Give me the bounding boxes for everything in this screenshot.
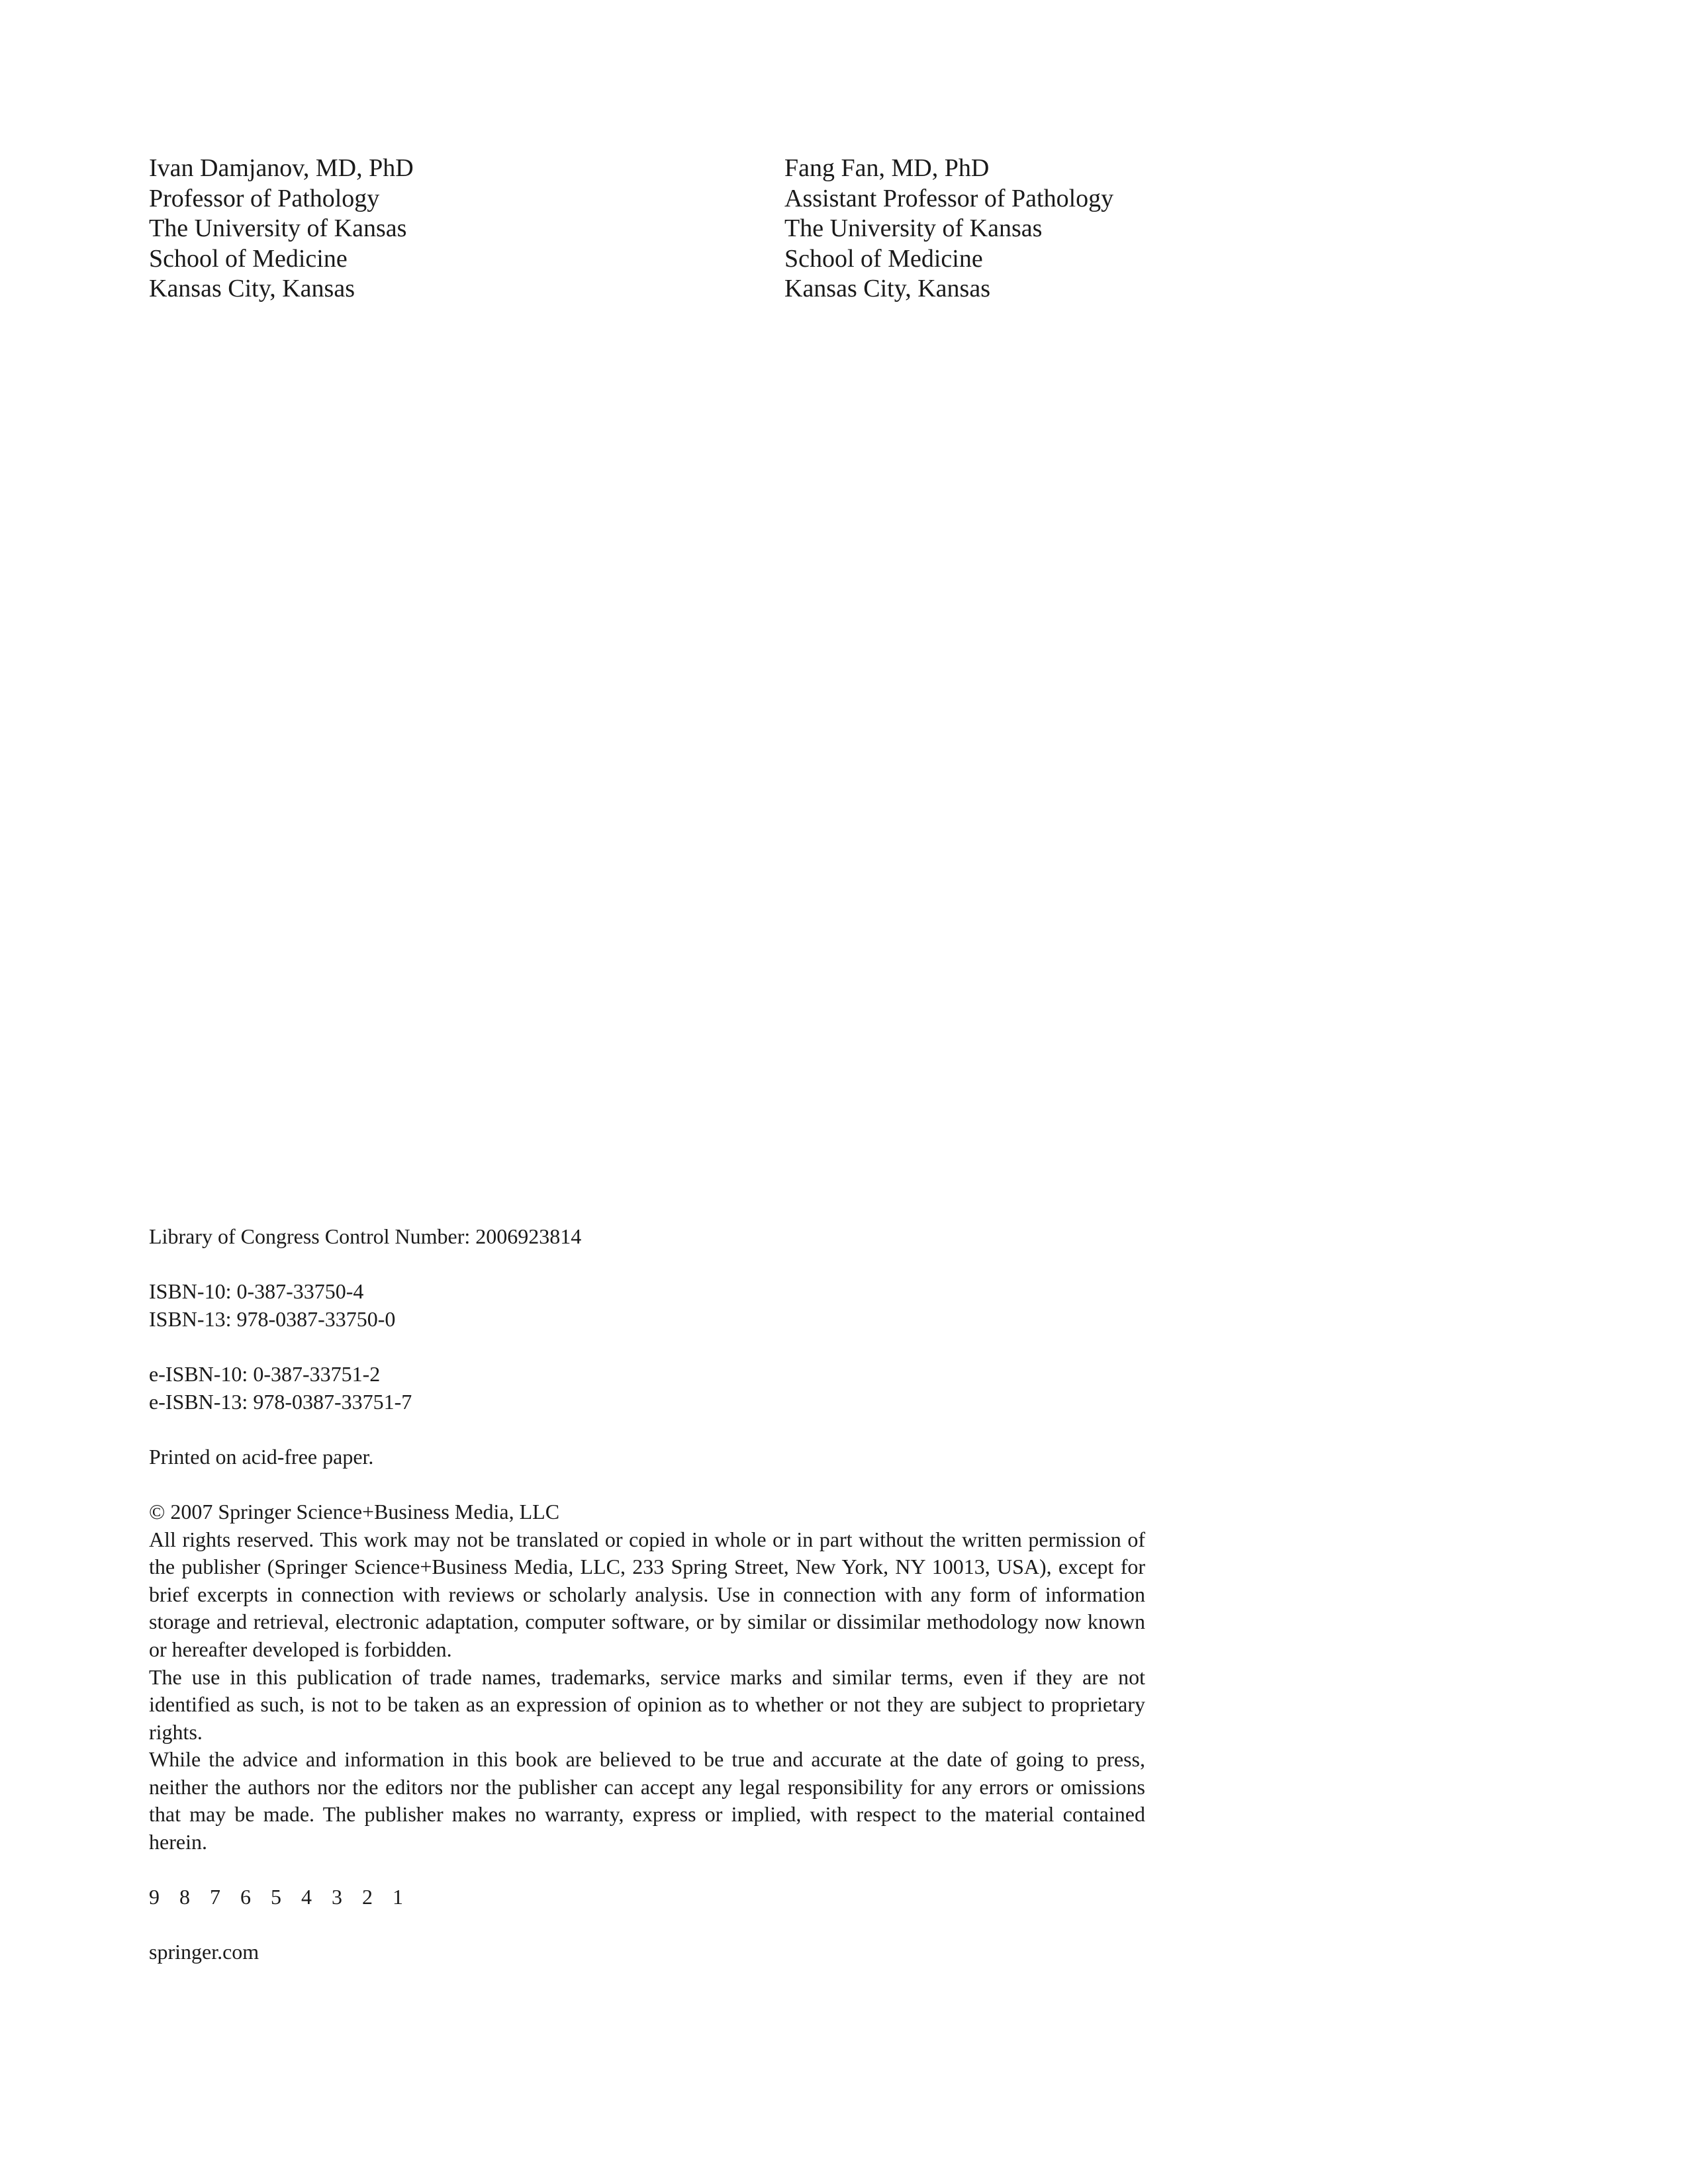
website-group: [149, 1938, 1145, 1966]
e-isbn-13: e-ISBN-13: 978-0387-33751-7: [149, 1389, 412, 1414]
author-title: Assistant Professor of Pathology: [784, 184, 1114, 212]
publisher-website: springer.com: [149, 1940, 259, 1964]
rights-reserved-paragraph: All rights reserved. This work may not be translated or copied in whole or in part without the written permission of the publisher (Springer Science+Business Media, LLC, 233 Spring Street, New York, NY 10013, USA), except for brief excerpts in connection with reviews or scholarly analysis. Use in connection with any form of information storage and retrieval, electronic adaptation, computer software, or by similar or dissimilar methodology now known or hereafter developed is forbidden.: [149, 1527, 1145, 1661]
author-institution: The University of Kansas: [149, 214, 407, 242]
lccn-group: [149, 1223, 1145, 1251]
isbn-13: ISBN-13: 978-0387-33750-0: [149, 1306, 396, 1331]
author-name: Fang Fan, MD, PhD: [784, 154, 990, 182]
author-title: Professor of Pathology: [149, 184, 380, 212]
lccn: Library of Congress Control Number: 2006923814: [149, 1224, 582, 1248]
author-school: School of Medicine: [784, 244, 983, 273]
paper-group: [149, 1443, 1145, 1471]
copyright-page: [149, 1223, 1145, 1966]
copyright-notice: © 2007 Springer Science+Business Media, LLC: [149, 1499, 560, 1524]
author-institution: The University of Kansas: [784, 214, 1043, 242]
author-name: Ivan Damjanov, MD, PhD: [149, 154, 414, 182]
author-block-damjanov: [149, 154, 745, 304]
isbn-10: ISBN-10: 0-387-33750-4: [149, 1279, 364, 1304]
author-school: School of Medicine: [149, 244, 348, 273]
disclaimer-paragraph: While the advice and information in this book are believed to be true and accurate at the date of going to press, neither the authors nor the editors nor the publisher can accept any legal responsibility for any errors or omissions that may be made. The publisher makes no warranty, express or implied, with respect to the material contained herein.: [149, 1747, 1145, 1854]
acid-free-paper-note: Printed on acid-free paper.: [149, 1444, 374, 1469]
author-location: Kansas City, Kansas: [149, 275, 355, 302]
legal-group: [149, 1498, 1145, 1856]
e-isbn-10: e-ISBN-10: 0-387-33751-2: [149, 1361, 381, 1386]
printing-number-line: 9 8 7 6 5 4 3 2 1: [149, 1885, 410, 1909]
author-location: Kansas City, Kansas: [784, 275, 990, 302]
eisbn-group: [149, 1361, 1145, 1416]
printing-group: [149, 1884, 1145, 1911]
isbn-group: [149, 1278, 1145, 1333]
trademark-paragraph: The use in this publication of trade names, trademarks, service marks and similar terms, even if they are not identified as such, is not to be taken as an expression of opinion as to whether or not they are subject to proprietary rights.: [149, 1664, 1145, 1744]
author-block-fan: [784, 154, 1380, 304]
